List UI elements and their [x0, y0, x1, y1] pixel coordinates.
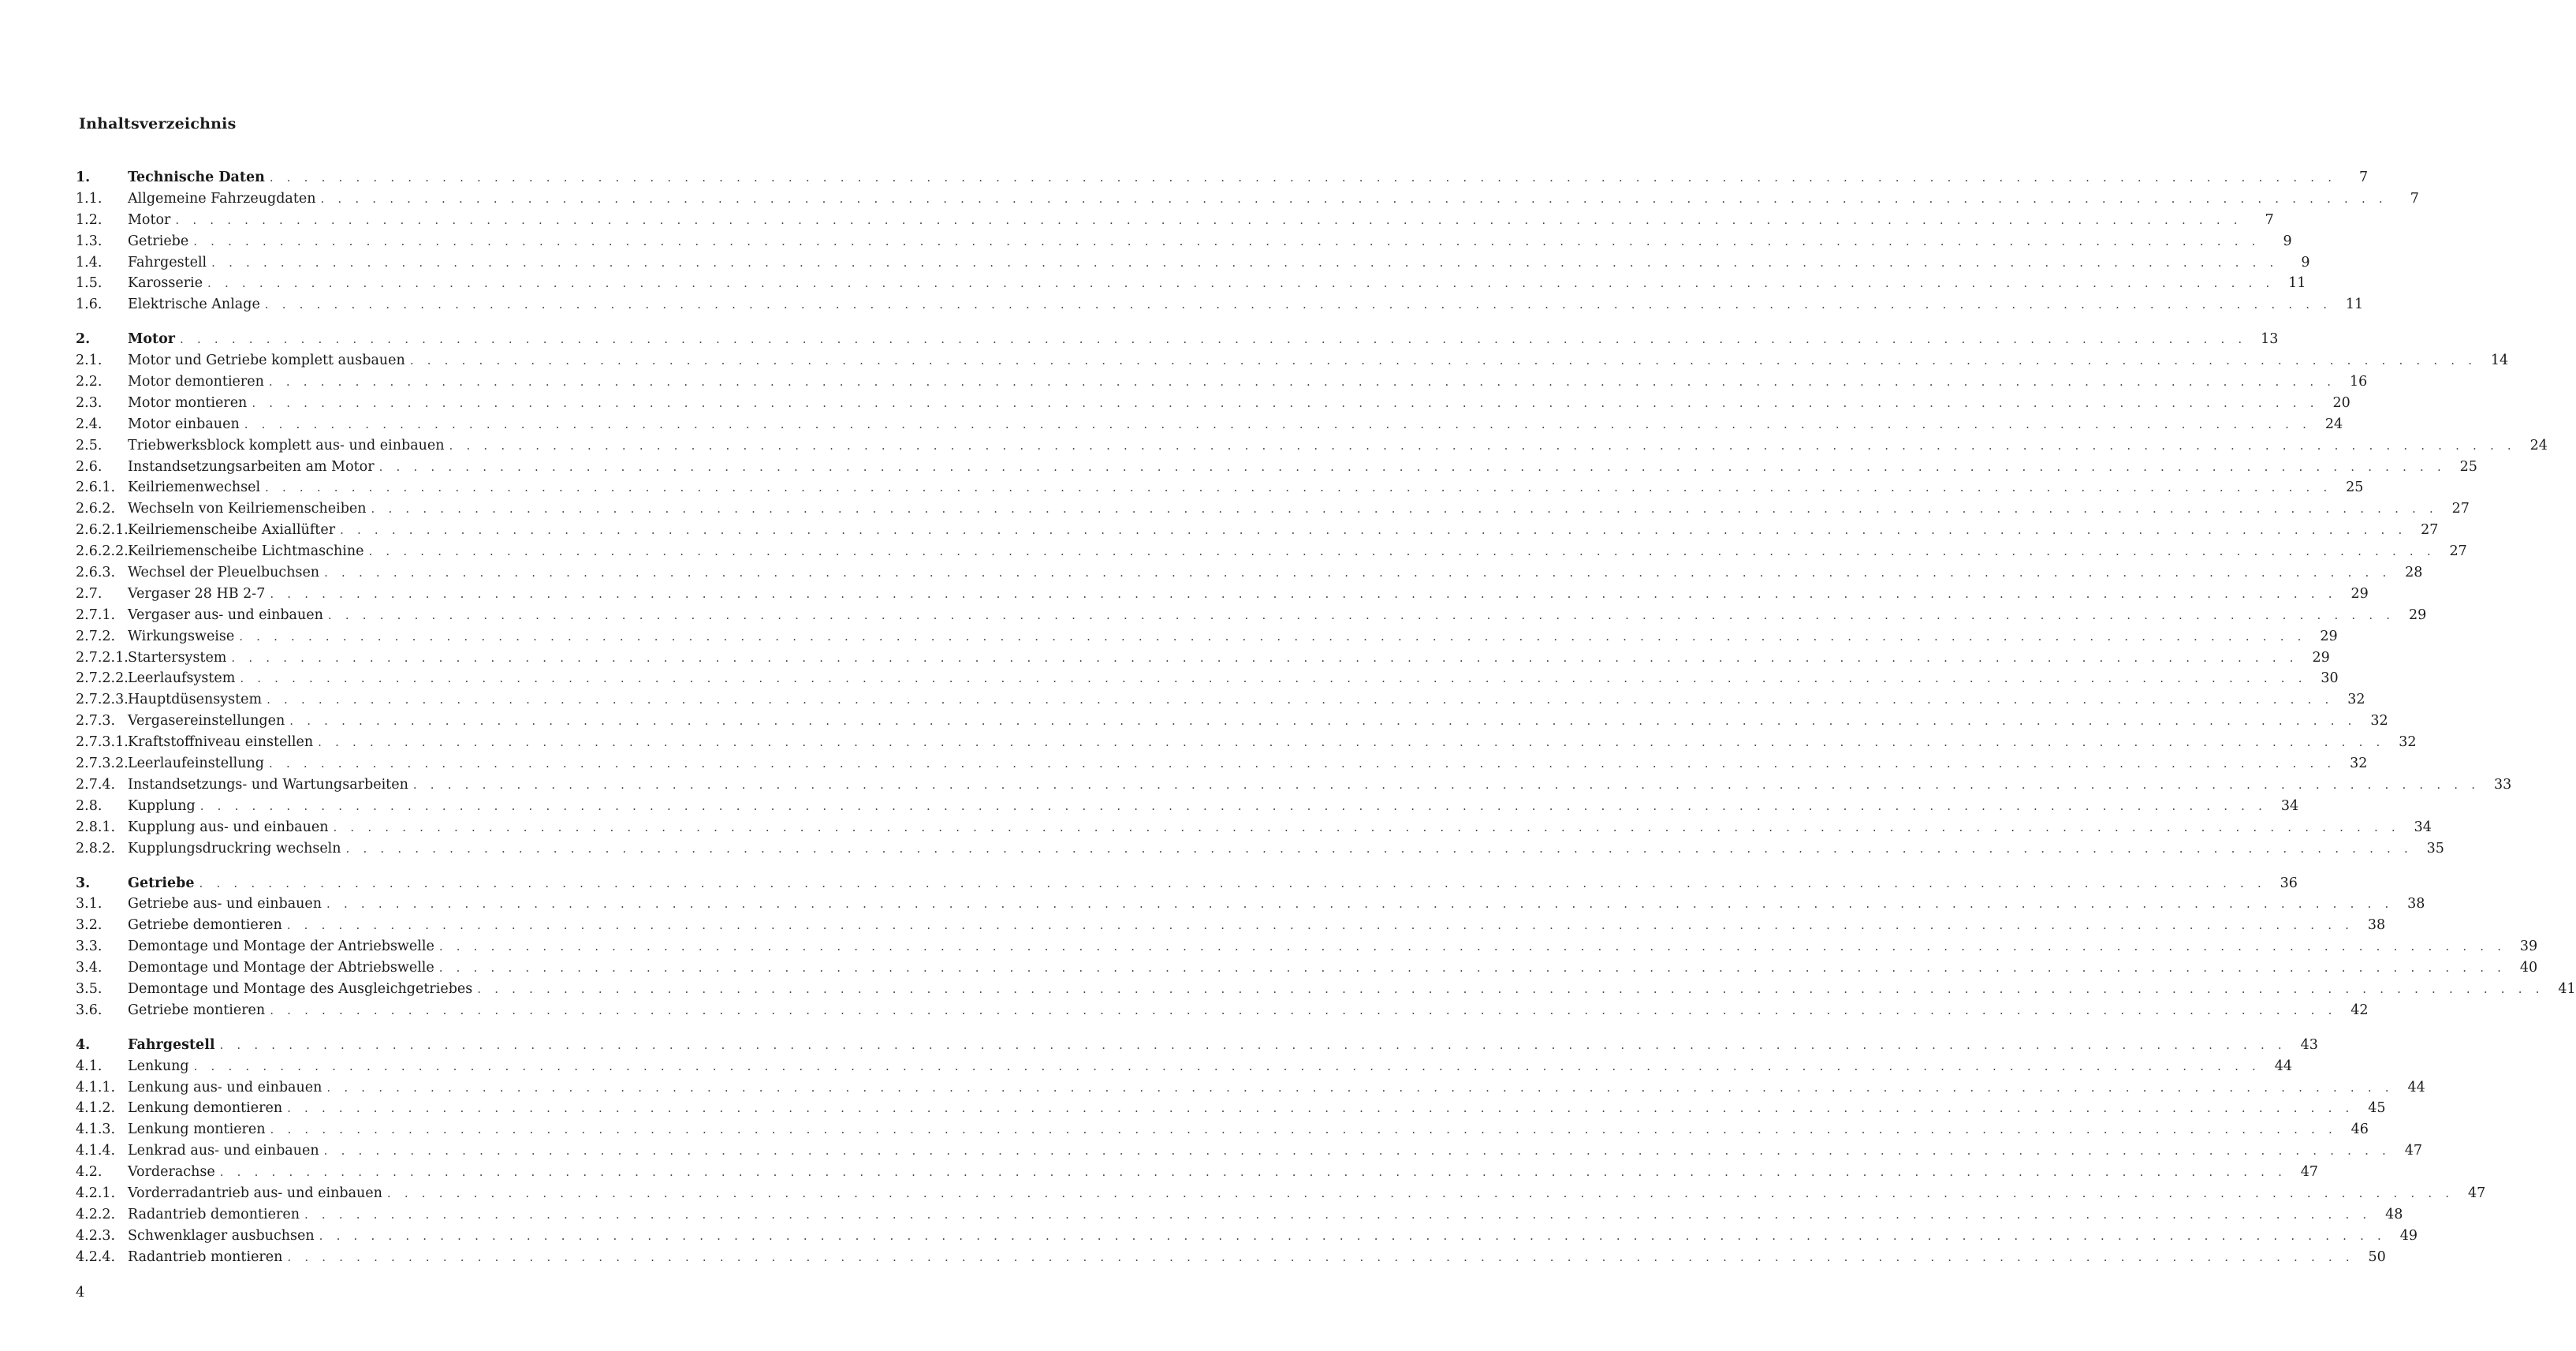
toc-dot-leader: . . . . . . . . . . . . . . . . . . . . . . . . . . . . . . . . . . . . . . . . . . . . . . . . . . . . . . . . . . . . . . . . . . . . . . . . . . . . . . . . . . . . . . . . . . . . . . . . . . . . . . . . . . . . . . . . . . . . . . . . — [409, 353, 2477, 368]
toc-entry-page: 41 — [2558, 980, 2576, 997]
toc-entry-title: Radantrieb montieren — [128, 1248, 283, 1265]
toc-entry-row — [76, 231, 2292, 252]
toc-entry-title: Vorderachse — [128, 1164, 215, 1181]
toc-entry-row — [76, 188, 2419, 210]
toc-entry-page: 20 — [2332, 394, 2350, 411]
toc-entry-page: 9 — [2283, 233, 2292, 249]
toc-dot-leader: . . . . . . . . . . . . . . . . . . . . . . . . . . . . . . . . . . . . . . . . . . . . . . . . . . . . . . . . . . . . . . . . . . . . . . . . . . . . . . . . . . . . . . . . . . . . . . . . . . . . . . . . . . . . . . . . . . . . . . . . — [412, 777, 2481, 792]
toc-entry-row — [76, 915, 2386, 936]
toc-entry-row — [76, 753, 2368, 774]
toc-entry-row — [76, 273, 2306, 294]
toc-entry-number: 2.7. — [76, 585, 103, 602]
toc-entry-number: 2.7.3. — [76, 713, 116, 730]
toc-entry-row — [76, 1140, 2423, 1162]
toc-dot-leader: . . . . . . . . . . . . . . . . . . . . . . . . . . . . . . . . . . . . . . . . . . . . . . . . . . . . . . . . . . . . . . . . . . . . . . . . . . . . . . . . . . . . . . . . . . . . . . . . . . . . . . . . . . . . . . . . . . . . . . . . — [289, 714, 2357, 729]
toc-entry-page: 14 — [2490, 353, 2509, 369]
toc-entry-row — [76, 1226, 2418, 1247]
toc-entry-title: Motor — [128, 211, 171, 228]
toc-entry-page: 32 — [2370, 713, 2388, 730]
toc-entry-title: Motor demontieren — [128, 374, 264, 390]
toc-dot-leader: . . . . . . . . . . . . . . . . . . . . . . . . . . . . . . . . . . . . . . . . . . . . . . . . . . . . . . . . . . . . . . . . . . . . . . . . . . . . . . . . . . . . . . . . . . . . . . . . . . . . . . . . . . . . . . . . . . . . . . . . — [323, 1144, 2391, 1159]
toc-entry-page: 48 — [2385, 1206, 2403, 1222]
toc-entry-title: Triebwerksblock komplett aus- und einbauen — [128, 437, 445, 453]
toc-entry-row — [76, 1247, 2386, 1268]
toc-entry-number: 2.6.2.1. — [76, 522, 129, 539]
toc-entry-row — [76, 252, 2310, 274]
toc-entry-page: 38 — [2367, 917, 2386, 934]
toc-entry-title: Motor einbauen — [128, 416, 240, 432]
toc-entry-page: 40 — [2519, 960, 2538, 976]
toc-entry-page: 16 — [2349, 374, 2368, 390]
toc-entry-number: 2.7.2.3. — [76, 692, 129, 708]
toc-entry-title: Motor montieren — [128, 394, 248, 411]
toc-dot-leader: . . . . . . . . . . . . . . . . . . . . . . . . . . . . . . . . . . . . . . . . . . . . . . . . . . . . . . . . . . . . . . . . . . . . . . . . . . . . . . . . . . . . . . . . . . . . . . . . . . . . . . . . . . . . . . . . . . . . . . . . — [327, 607, 2395, 622]
toc-entry-page: 44 — [2407, 1079, 2425, 1095]
toc-entry-title: Instandsetzungsarbeiten am Motor — [128, 458, 375, 475]
toc-entry-page: 25 — [2459, 458, 2477, 475]
toc-entry-row — [76, 498, 2470, 520]
toc-entry-number: 3.6. — [76, 1002, 103, 1018]
toc-entry-title: Kupplung — [128, 797, 196, 814]
toc-entry-title: Lenkung — [128, 1058, 189, 1074]
toc-entry-title: Demontage und Montage des Ausgleichgetriebes — [128, 980, 473, 997]
toc-entry-number: 3.3. — [76, 939, 103, 955]
toc-entry-page: 30 — [2321, 670, 2339, 687]
toc-entry-number: 4. — [76, 1036, 91, 1053]
toc-entry-row — [76, 435, 2548, 457]
toc-entry-page: 45 — [2368, 1100, 2386, 1117]
toc-dot-leader: . . . . . . . . . . . . . . . . . . . . . . . . . . . . . . . . . . . . . . . . . . . . . . . . . . . . . . . . . . . . . . . . . . . . . . . . . . . . . . . . . . . . . . . . . . . . . . . . . . . . . . . . . . . . . . . . . . . . . . . . — [320, 191, 2388, 206]
toc-dot-leader: . . . . . . . . . . . . . . . . . . . . . . . . . . . . . . . . . . . . . . . . . . . . . . . . . . . . . . . . . . . . . . . . . . . . . . . . . . . . . . . . . . . . . . . . . . . . . . . . . . . . . . . . . . . . . . . . . . . . . . . . — [287, 1101, 2354, 1116]
toc-entry-number: 1.4. — [76, 254, 103, 271]
toc-entry-number: 3.4. — [76, 960, 103, 976]
toc-entry-row — [76, 774, 2512, 796]
toc-entry-title: Lenkrad aus- und einbauen — [128, 1143, 319, 1159]
toc-entry-row — [76, 1204, 2403, 1226]
toc-entry-number: 1.3. — [76, 233, 103, 249]
toc-entry-title: Wechseln von Keilriemenscheiben — [128, 501, 367, 517]
toc-entry-page: 47 — [2404, 1143, 2423, 1159]
toc-dot-leader: . . . . . . . . . . . . . . . . . . . . . . . . . . . . . . . . . . . . . . . . . . . . . . . . . . . . . . . . . . . . . . . . . . . . . . . . . . . . . . . . . . . . . . . . . . . . . . . . . . . . . . . . . . . . . . . . . . . . . . . . — [264, 297, 2332, 312]
toc-entry-row — [76, 817, 2432, 838]
toc-entry-number: 4.1.1. — [76, 1079, 116, 1095]
toc-chapter-row — [76, 167, 2369, 188]
toc-chapter-row — [76, 329, 2279, 350]
toc-entry-title: Getriebe montieren — [128, 1002, 266, 1018]
toc-entry-number: 2.8.1. — [76, 819, 116, 835]
toc-entry-page: 32 — [2347, 692, 2365, 708]
toc-dot-leader: . . . . . . . . . . . . . . . . . . . . . . . . . . . . . . . . . . . . . . . . . . . . . . . . . . . . . . . . . . . . . . . . . . . . . . . . . . . . . . . . . . . . . . . . . . . . . . . . . . . . . . . . . . . . . . . . . . . . . . . . — [449, 438, 2516, 453]
toc-entry-row — [76, 605, 2427, 626]
toc-entry-row — [76, 838, 2444, 860]
toc-dot-leader: . . . . . . . . . . . . . . . . . . . . . . . . . . . . . . . . . . . . . . . . . . . . . . . . . . . . . . . . . . . . . . . . . . . . . . . . . . . . . . . . . . . . . . . . . . . . . . . . . . . . . . . . . . . . . . . . . . . . . . . . — [231, 650, 2298, 665]
toc-dot-leader: . . . . . . . . . . . . . . . . . . . . . . . . . . . . . . . . . . . . . . . . . . . . . . . . . . . . . . . . . . . . . . . . . . . . . . . . . . . . . . . . . . . . . . . . . . . . . . . . . . . . . . . . . . . . . . . . . . . . . . . . — [286, 918, 2354, 933]
toc-entry-page: 27 — [2449, 543, 2467, 560]
toc-dot-leader: . . . . . . . . . . . . . . . . . . . . . . . . . . . . . . . . . . . . . . . . . . . . . . . . . . . . . . . . . . . . . . . . . . . . . . . . . . . . . . . . . . . . . . . . . . . . . . . . . . . . . . . . . . . . . . . . . . . . . . . . — [368, 544, 2436, 559]
toc-entry-title: Getriebe aus- und einbauen — [128, 896, 322, 912]
toc-entry-title: Demontage und Montage der Antriebswelle — [128, 939, 434, 955]
toc-entry-page: 7 — [2410, 190, 2419, 207]
toc-dot-leader: . . . . . . . . . . . . . . . . . . . . . . . . . . . . . . . . . . . . . . . . . . . . . . . . . . . . . . . . . . . . . . . . . . . . . . . . . . . . . . . . . . . . . . . . . . . . . . . . . . . . . . . . . . . . . . . . . . . . . . . . — [193, 1058, 2261, 1073]
toc-entry-title: Lenkung demontieren — [128, 1100, 283, 1117]
toc-entry-page: 33 — [2493, 776, 2512, 793]
toc-entry-page: 49 — [2399, 1227, 2418, 1244]
toc-entry-title: Kupplungsdruckring wechseln — [128, 840, 341, 857]
toc-entry-number: 4.2.1. — [76, 1185, 116, 1201]
toc-entry-number: 2.3. — [76, 394, 103, 411]
toc-entry-row — [76, 1077, 2425, 1099]
toc-entry-row — [76, 894, 2425, 915]
toc-dot-leader: . . . . . . . . . . . . . . . . . . . . . . . . . . . . . . . . . . . . . . . . . . . . . . . . . . . . . . . . . . . . . . . . . . . . . . . . . . . . . . . . . . . . . . . . . . . . . . . . . . . . . . . . . . . . . . . . . . . . . . . . — [252, 395, 2319, 410]
toc-dot-leader: . . . . . . . . . . . . . . . . . . . . . . . . . . . . . . . . . . . . . . . . . . . . . . . . . . . . . . . . . . . . . . . . . . . . . . . . . . . . . . . . . . . . . . . . . . . . . . . . . . . . . . . . . . . . . . . . . . . . . . . . — [477, 981, 2544, 996]
toc-entry-page: 29 — [2320, 628, 2338, 644]
toc-entry-title: Vergaser aus- und einbauen — [128, 606, 323, 623]
toc-entry-title: Startersystem — [128, 649, 227, 666]
toc-entry-number: 4.1.2. — [76, 1100, 116, 1117]
toc-entry-title: Leerlaufeinstellung — [128, 756, 265, 772]
toc-entry-row — [76, 520, 2439, 541]
toc-entry-page: 47 — [2468, 1185, 2486, 1201]
toc-entry-title: Hauptdüsensystem — [128, 692, 263, 708]
toc-entry-page: 35 — [2426, 840, 2444, 857]
toc-chapter-row — [76, 1035, 2318, 1056]
toc-chapter-row — [76, 873, 2298, 894]
toc-entry-number: 2.6. — [76, 458, 103, 475]
toc-entry-number: 2.8. — [76, 797, 103, 814]
toc-entry-row — [76, 689, 2365, 711]
toc-entry-row — [76, 796, 2299, 817]
toc-dot-leader: . . . . . . . . . . . . . . . . . . . . . . . . . . . . . . . . . . . . . . . . . . . . . . . . . . . . . . . . . . . . . . . . . . . . . . . . . . . . . . . . . . . . . . . . . . . . . . . . . . . . . . . . . . . . . . . . . . . . . . . . — [199, 798, 2268, 813]
toc-entry-title: Lenkung aus- und einbauen — [128, 1079, 322, 1095]
toc-entry-title: Keilriemenwechsel — [128, 480, 261, 496]
toc-entry-title: Getriebe — [128, 233, 189, 249]
toc-dot-leader: . . . . . . . . . . . . . . . . . . . . . . . . . . . . . . . . . . . . . . . . . . . . . . . . . . . . . . . . . . . . . . . . . . . . . . . . . . . . . . . . . . . . . . . . . . . . . . . . . . . . . . . . . . . . . . . . . . . . . . . . — [318, 735, 2385, 750]
toc-dot-leader: . . . . . . . . . . . . . . . . . . . . . . . . . . . . . . . . . . . . . . . . . . . . . . . . . . . . . . . . . . . . . . . . . . . . . . . . . . . . . . . . . . . . . . . . . . . . . . . . . . . . . . . . . . . . . . . . . . . . . . . . — [268, 375, 2336, 390]
toc-entry-page: 11 — [2288, 275, 2306, 292]
toc-entry-number: 3.5. — [76, 980, 103, 997]
toc-entry-title: Vergaser 28 HB 2-7 — [128, 585, 266, 602]
toc-entry-title: Vorderradantrieb aus- und einbauen — [128, 1185, 382, 1201]
toc-entry-number: 2.7.4. — [76, 776, 116, 793]
toc-entry-row — [76, 648, 2330, 669]
toc-dot-leader: . . . . . . . . . . . . . . . . . . . . . . . . . . . . . . . . . . . . . . . . . . . . . . . . . . . . . . . . . . . . . . . . . . . . . . . . . . . . . . . . . . . . . . . . . . . . . . . . . . . . . . . . . . . . . . . . . . . . . . . . — [345, 841, 2413, 856]
toc-dot-leader: . . . . . . . . . . . . . . . . . . . . . . . . . . . . . . . . . . . . . . . . . . . . . . . . . . . . . . . . . . . . . . . . . . . . . . . . . . . . . . . . . . . . . . . . . . . . . . . . . . . . . . . . . . . . . . . . . . . . . . . . — [244, 416, 2312, 431]
toc-dot-leader: . . . . . . . . . . . . . . . . . . . . . . . . . . . . . . . . . . . . . . . . . . . . . . . . . . . . . . . . . . . . . . . . . . . . . . . . . . . . . . . . . . . . . . . . . . . . . . . . . . . . . . . . . . . . . . . . . . . . . . . . — [326, 897, 2394, 912]
toc-entry-row — [76, 584, 2369, 605]
toc-entry-page: 47 — [2300, 1164, 2319, 1181]
toc-entry-page: 11 — [2345, 297, 2364, 313]
toc-dot-leader: . . . . . . . . . . . . . . . . . . . . . . . . . . . . . . . . . . . . . . . . . . . . . . . . . . . . . . . . . . . . . . . . . . . . . . . . . . . . . . . . . . . . . . . . . . . . . . . . . . . . . . . . . . . . . . . . . . . . . . . . — [386, 1185, 2455, 1200]
toc-entry-page: 9 — [2301, 254, 2310, 271]
toc-entry-page: 36 — [2280, 875, 2298, 891]
toc-entry-page: 24 — [2529, 437, 2548, 453]
toc-entry-page: 29 — [2408, 606, 2427, 623]
toc-entry-row — [76, 477, 2364, 498]
toc-entry-row — [76, 936, 2538, 957]
toc-entry-title: Keilriemenscheibe Lichtmaschine — [128, 543, 364, 560]
toc-entry-row — [76, 1098, 2386, 1119]
toc-entry-title: Allgemeine Fahrzeugdaten — [128, 190, 316, 207]
toc-dot-leader: . . . . . . . . . . . . . . . . . . . . . . . . . . . . . . . . . . . . . . . . . . . . . . . . . . . . . . . . . . . . . . . . . . . . . . . . . . . . . . . . . . . . . . . . . . . . . . . . . . . . . . . . . . . . . . . . . . . . . . . . — [340, 523, 2407, 538]
toc-entry-title: Getriebe — [128, 875, 195, 891]
toc-entry-title: Fahrgestell — [128, 254, 207, 271]
toc-entry-title: Getriebe demontieren — [128, 917, 282, 934]
toc-dot-leader: . . . . . . . . . . . . . . . . . . . . . . . . . . . . . . . . . . . . . . . . . . . . . . . . . . . . . . . . . . . . . . . . . . . . . . . . . . . . . . . . . . . . . . . . . . . . . . . . . . . . . . . . . . . . . . . . . . . . . . . . — [219, 1037, 2287, 1052]
toc-entry-row — [76, 626, 2338, 648]
toc-entry-page: 50 — [2368, 1248, 2386, 1265]
toc-entry-page: 28 — [2405, 565, 2423, 581]
toc-section — [76, 329, 2548, 859]
toc-entry-page: 34 — [2414, 819, 2432, 835]
toc-entry-row — [76, 210, 2274, 231]
toc-entry-title: Motor — [128, 331, 176, 348]
toc-entry-row — [76, 732, 2417, 753]
toc-entry-title: Leerlaufsystem — [128, 670, 236, 687]
toc-entry-page: 39 — [2519, 939, 2538, 955]
toc-entry-title: Keilriemenscheibe Axiallüfter — [128, 522, 336, 539]
toc-section — [76, 167, 2419, 315]
toc-entry-page: 25 — [2346, 480, 2364, 496]
toc-entry-page: 27 — [2421, 522, 2439, 539]
toc-entry-title: Kupplung aus- und einbauen — [128, 819, 329, 835]
toc-entry-title: Technische Daten — [128, 170, 265, 185]
toc-entry-number: 1.2. — [76, 211, 103, 228]
toc-entry-row — [76, 294, 2364, 315]
toc-entry-number: 3. — [76, 875, 91, 891]
toc-entry-page: 32 — [2350, 756, 2368, 772]
toc-dot-leader: . . . . . . . . . . . . . . . . . . . . . . . . . . . . . . . . . . . . . . . . . . . . . . . . . . . . . . . . . . . . . . . . . . . . . . . . . . . . . . . . . . . . . . . . . . . . . . . . . . . . . . . . . . . . . . . . . . . . . . . . — [324, 565, 2391, 580]
toc-dot-leader: . . . . . . . . . . . . . . . . . . . . . . . . . . . . . . . . . . . . . . . . . . . . . . . . . . . . . . . . . . . . . . . . . . . . . . . . . . . . . . . . . . . . . . . . . . . . . . . . . . . . . . . . . . . . . . . . . . . . . . . . — [269, 170, 2337, 185]
toc-entry-number: 2.7.1. — [76, 606, 116, 623]
toc-entry-number: 2. — [76, 331, 91, 348]
toc-entry-number: 2.7.2.1. — [76, 649, 129, 666]
toc-dot-leader: . . . . . . . . . . . . . . . . . . . . . . . . . . . . . . . . . . . . . . . . . . . . . . . . . . . . . . . . . . . . . . . . . . . . . . . . . . . . . . . . . . . . . . . . . . . . . . . . . . . . . . . . . . . . . . . . . . . . . . . . — [219, 1165, 2287, 1180]
toc-entry-row — [76, 371, 2368, 393]
toc-entry-row — [76, 457, 2477, 478]
toc-entry-title: Fahrgestell — [128, 1036, 215, 1053]
toc-entry-title: Lenkung montieren — [128, 1121, 266, 1138]
toc-entry-page: 7 — [2265, 211, 2274, 228]
toc-entry-page: 24 — [2324, 416, 2343, 432]
toc-dot-leader: . . . . . . . . . . . . . . . . . . . . . . . . . . . . . . . . . . . . . . . . . . . . . . . . . . . . . . . . . . . . . . . . . . . . . . . . . . . . . . . . . . . . . . . . . . . . . . . . . . . . . . . . . . . . . . . . . . . . . . . . — [180, 332, 2247, 347]
toc-entry-page: 34 — [2280, 797, 2299, 814]
toc-dot-leader: . . . . . . . . . . . . . . . . . . . . . . . . . . . . . . . . . . . . . . . . . . . . . . . . . . . . . . . . . . . . . . . . . . . . . . . . . . . . . . . . . . . . . . . . . . . . . . . . . . . . . . . . . . . . . . . . . . . . . . . . — [333, 819, 2400, 834]
toc-entry-number: 4.2.2. — [76, 1206, 116, 1222]
page-title: Inhaltsverzeichnis — [79, 115, 237, 132]
toc-dot-leader: . . . . . . . . . . . . . . . . . . . . . . . . . . . . . . . . . . . . . . . . . . . . . . . . . . . . . . . . . . . . . . . . . . . . . . . . . . . . . . . . . . . . . . . . . . . . . . . . . . . . . . . . . . . . . . . . . . . . . . . . — [270, 586, 2337, 601]
toc-dot-leader: . . . . . . . . . . . . . . . . . . . . . . . . . . . . . . . . . . . . . . . . . . . . . . . . . . . . . . . . . . . . . . . . . . . . . . . . . . . . . . . . . . . . . . . . . . . . . . . . . . . . . . . . . . . . . . . . . . . . . . . . — [304, 1207, 2372, 1222]
toc-dot-leader: . . . . . . . . . . . . . . . . . . . . . . . . . . . . . . . . . . . . . . . . . . . . . . . . . . . . . . . . . . . . . . . . . . . . . . . . . . . . . . . . . . . . . . . . . . . . . . . . . . . . . . . . . . . . . . . . . . . . . . . . — [287, 1249, 2354, 1264]
toc-dot-leader: . . . . . . . . . . . . . . . . . . . . . . . . . . . . . . . . . . . . . . . . . . . . . . . . . . . . . . . . . . . . . . . . . . . . . . . . . . . . . . . . . . . . . . . . . . . . . . . . . . . . . . . . . . . . . . . . . . . . . . . . — [193, 233, 2261, 248]
toc-entry-number: 2.6.2.2. — [76, 543, 129, 560]
toc-entry-number: 2.6.3. — [76, 565, 116, 581]
toc-entry-row — [76, 562, 2423, 584]
toc-entry-number: 3.2. — [76, 917, 103, 934]
toc-entry-title: Wirkungsweise — [128, 628, 235, 644]
toc-entry-title: Radantrieb demontieren — [128, 1206, 300, 1222]
toc-entry-title: Instandsetzungs- und Wartungsarbeiten — [128, 776, 408, 793]
toc-entry-title: Wechsel der Pleuelbuchsen — [128, 565, 320, 581]
toc-entry-page: 42 — [2350, 1002, 2369, 1018]
toc-entry-row — [76, 711, 2388, 732]
toc-entry-title: Elektrische Anlage — [128, 297, 260, 313]
toc-entry-number: 2.1. — [76, 353, 103, 369]
toc-entry-number: 2.5. — [76, 437, 103, 453]
toc-dot-leader: . . . . . . . . . . . . . . . . . . . . . . . . . . . . . . . . . . . . . . . . . . . . . . . . . . . . . . . . . . . . . . . . . . . . . . . . . . . . . . . . . . . . . . . . . . . . . . . . . . . . . . . . . . . . . . . . . . . . . . . . — [326, 1080, 2394, 1095]
toc-dot-leader: . . . . . . . . . . . . . . . . . . . . . . . . . . . . . . . . . . . . . . . . . . . . . . . . . . . . . . . . . . . . . . . . . . . . . . . . . . . . . . . . . . . . . . . . . . . . . . . . . . . . . . . . . . . . . . . . . . . . . . . . — [269, 756, 2336, 771]
toc-entry-title: Demontage und Montage der Abtriebswelle — [128, 960, 434, 976]
toc-dot-leader: . . . . . . . . . . . . . . . . . . . . . . . . . . . . . . . . . . . . . . . . . . . . . . . . . . . . . . . . . . . . . . . . . . . . . . . . . . . . . . . . . . . . . . . . . . . . . . . . . . . . . . . . . . . . . . . . . . . . . . . . — [371, 502, 2438, 517]
toc-dot-leader: . . . . . . . . . . . . . . . . . . . . . . . . . . . . . . . . . . . . . . . . . . . . . . . . . . . . . . . . . . . . . . . . . . . . . . . . . . . . . . . . . . . . . . . . . . . . . . . . . . . . . . . . . . . . . . . . . . . . . . . . — [211, 255, 2279, 270]
toc-entry-number: 2.7.3.2. — [76, 756, 129, 772]
toc-entry-number: 2.7.2. — [76, 628, 116, 644]
toc-entry-title: Kraftstoffniveau einstellen — [128, 734, 314, 751]
toc-entry-number: 4.2.4. — [76, 1248, 116, 1265]
toc-entry-number: 4.2. — [76, 1164, 103, 1181]
toc-entry-number: 2.4. — [76, 416, 103, 432]
toc-entry-page: 43 — [2300, 1036, 2318, 1053]
toc-entry-number: 4.1.3. — [76, 1121, 116, 1138]
toc-entry-row — [76, 350, 2509, 371]
toc-dot-leader: . . . . . . . . . . . . . . . . . . . . . . . . . . . . . . . . . . . . . . . . . . . . . . . . . . . . . . . . . . . . . . . . . . . . . . . . . . . . . . . . . . . . . . . . . . . . . . . . . . . . . . . . . . . . . . . . . . . . . . . . — [378, 459, 2446, 474]
toc-entry-row — [76, 541, 2467, 562]
toc-entry-title: Vergasereinstellungen — [128, 713, 285, 730]
toc-dot-leader: . . . . . . . . . . . . . . . . . . . . . . . . . . . . . . . . . . . . . . . . . . . . . . . . . . . . . . . . . . . . . . . . . . . . . . . . . . . . . . . . . . . . . . . . . . . . . . . . . . . . . . . . . . . . . . . . . . . . . . . . — [239, 629, 2306, 644]
toc-entry-row — [76, 393, 2350, 414]
toc-entry-number: 1.6. — [76, 297, 103, 313]
toc-dot-leader: . . . . . . . . . . . . . . . . . . . . . . . . . . . . . . . . . . . . . . . . . . . . . . . . . . . . . . . . . . . . . . . . . . . . . . . . . . . . . . . . . . . . . . . . . . . . . . . . . . . . . . . . . . . . . . . . . . . . . . . . — [438, 961, 2507, 976]
toc-entry-number: 4.1.4. — [76, 1143, 116, 1159]
toc-entry-page: 7 — [2359, 170, 2369, 185]
toc-entry-number: 2.2. — [76, 374, 103, 390]
toc-entry-row — [76, 1119, 2369, 1140]
toc-dot-leader: . . . . . . . . . . . . . . . . . . . . . . . . . . . . . . . . . . . . . . . . . . . . . . . . . . . . . . . . . . . . . . . . . . . . . . . . . . . . . . . . . . . . . . . . . . . . . . . . . . . . . . . . . . . . . . . . . . . . . . . . — [175, 212, 2242, 227]
toc-dot-leader: . . . . . . . . . . . . . . . . . . . . . . . . . . . . . . . . . . . . . . . . . . . . . . . . . . . . . . . . . . . . . . . . . . . . . . . . . . . . . . . . . . . . . . . . . . . . . . . . . . . . . . . . . . . . . . . . . . . . . . . . — [207, 276, 2275, 291]
toc-entry-page: 38 — [2407, 896, 2425, 912]
toc-entry-title: Karosserie — [128, 275, 203, 292]
toc-dot-leader: . . . . . . . . . . . . . . . . . . . . . . . . . . . . . . . . . . . . . . . . . . . . . . . . . . . . . . . . . . . . . . . . . . . . . . . . . . . . . . . . . . . . . . . . . . . . . . . . . . . . . . . . . . . . . . . . . . . . . . . . — [270, 1002, 2337, 1017]
toc-entry-page: 27 — [2451, 501, 2470, 517]
toc-entry-number: 3.1. — [76, 896, 103, 912]
toc-entry-number: 2.6.2. — [76, 501, 116, 517]
toc-entry-number: 1.1. — [76, 190, 103, 207]
toc-entry-number: 2.7.3.1. — [76, 734, 129, 751]
toc-dot-leader: . . . . . . . . . . . . . . . . . . . . . . . . . . . . . . . . . . . . . . . . . . . . . . . . . . . . . . . . . . . . . . . . . . . . . . . . . . . . . . . . . . . . . . . . . . . . . . . . . . . . . . . . . . . . . . . . . . . . . . . . — [270, 1122, 2337, 1137]
toc-entry-page: 29 — [2312, 649, 2330, 666]
toc-entry-row — [76, 414, 2343, 435]
toc-dot-leader: . . . . . . . . . . . . . . . . . . . . . . . . . . . . . . . . . . . . . . . . . . . . . . . . . . . . . . . . . . . . . . . . . . . . . . . . . . . . . . . . . . . . . . . . . . . . . . . . . . . . . . . . . . . . . . . . . . . . . . . . — [267, 692, 2334, 707]
page-number: 4 — [76, 1284, 85, 1301]
toc-entry-row — [76, 957, 2538, 979]
toc-dot-leader: . . . . . . . . . . . . . . . . . . . . . . . . . . . . . . . . . . . . . . . . . . . . . . . . . . . . . . . . . . . . . . . . . . . . . . . . . . . . . . . . . . . . . . . . . . . . . . . . . . . . . . . . . . . . . . . . . . . . . . . . — [438, 939, 2507, 954]
toc-entry-number: 4.2.3. — [76, 1227, 116, 1244]
toc-entry-row — [76, 1056, 2292, 1077]
toc-entry-row — [76, 1162, 2319, 1183]
toc-dot-leader: . . . . . . . . . . . . . . . . . . . . . . . . . . . . . . . . . . . . . . . . . . . . . . . . . . . . . . . . . . . . . . . . . . . . . . . . . . . . . . . . . . . . . . . . . . . . . . . . . . . . . . . . . . . . . . . . . . . . . . . . — [199, 875, 2266, 890]
toc-entry-number: 2.6.1. — [76, 480, 116, 496]
toc-entry-row — [76, 668, 2339, 689]
toc-entry-page: 46 — [2350, 1121, 2369, 1138]
toc-dot-leader: . . . . . . . . . . . . . . . . . . . . . . . . . . . . . . . . . . . . . . . . . . . . . . . . . . . . . . . . . . . . . . . . . . . . . . . . . . . . . . . . . . . . . . . . . . . . . . . . . . . . . . . . . . . . . . . . . . . . . . . . — [319, 1228, 2387, 1243]
toc-entry-page: 32 — [2399, 734, 2417, 751]
toc-entry-title: Schwenklager ausbuchsen — [128, 1227, 315, 1244]
toc-entry-row — [76, 979, 2576, 1000]
toc-entry-number: 2.7.2.2. — [76, 670, 129, 687]
toc-entry-number: 1. — [76, 170, 91, 185]
toc-entry-row — [76, 1000, 2369, 1021]
toc-entry-number: 2.8.2. — [76, 840, 116, 857]
toc-entry-page: 29 — [2350, 585, 2369, 602]
toc-entry-page: 13 — [2261, 331, 2279, 348]
toc-entry-title: Motor und Getriebe komplett ausbauen — [128, 353, 405, 369]
toc-dot-leader: . . . . . . . . . . . . . . . . . . . . . . . . . . . . . . . . . . . . . . . . . . . . . . . . . . . . . . . . . . . . . . . . . . . . . . . . . . . . . . . . . . . . . . . . . . . . . . . . . . . . . . . . . . . . . . . . . . . . . . . . — [265, 480, 2332, 495]
toc-entry-page: 44 — [2274, 1058, 2292, 1074]
toc-section — [76, 873, 2576, 1021]
toc-entry-number: 1.5. — [76, 275, 103, 292]
toc-section — [76, 1035, 2486, 1268]
table-of-contents — [76, 167, 2576, 1282]
toc-dot-leader: . . . . . . . . . . . . . . . . . . . . . . . . . . . . . . . . . . . . . . . . . . . . . . . . . . . . . . . . . . . . . . . . . . . . . . . . . . . . . . . . . . . . . . . . . . . . . . . . . . . . . . . . . . . . . . . . . . . . . . . . — [240, 671, 2307, 686]
toc-entry-number: 4.1. — [76, 1058, 103, 1074]
toc-entry-row — [76, 1183, 2486, 1204]
